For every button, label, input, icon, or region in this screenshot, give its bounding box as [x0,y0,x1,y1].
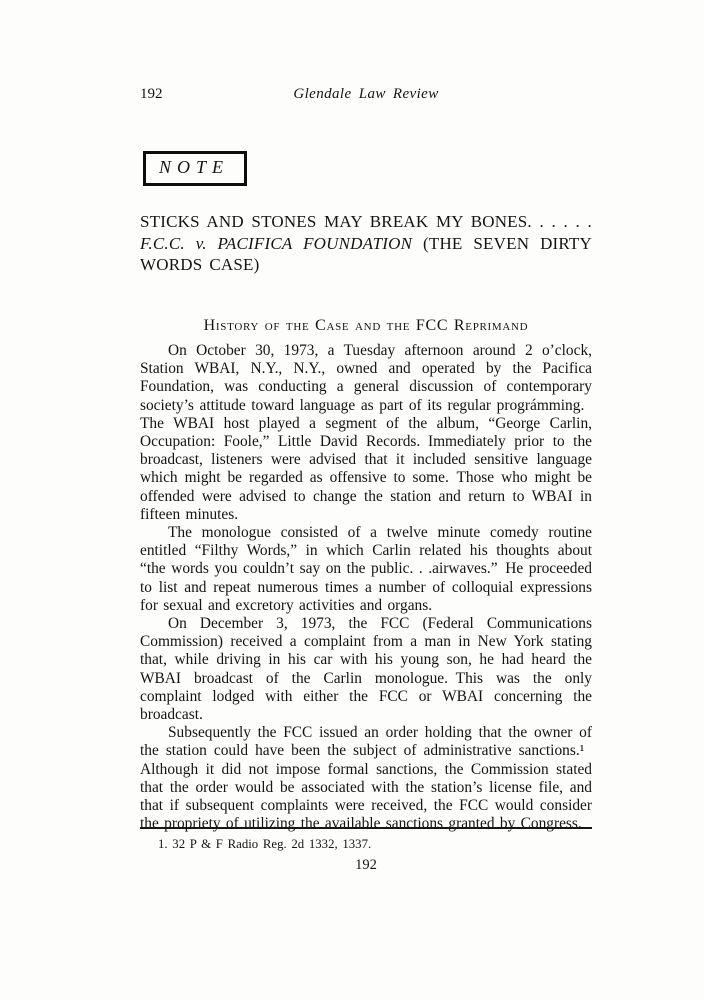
journal-title: Glendale Law Review [293,86,439,102]
article-body [140,342,592,833]
article-title-case-citation: F.C.C. v. PACIFICA FOUNDATION [140,233,413,253]
footer-page-number: 192 [355,857,377,873]
running-head [140,86,592,106]
note-label: NOTE [159,157,230,177]
article-title-tail: (THE SEVEN DIRTY WORDS CASE) [140,233,592,274]
paragraph-1: On October 30, 1973, a Tuesday afternoon around 2 o’clock, Station WBAI, N.Y., N.Y., owned and operated by the Pacifica Foundation, was conducting a general discussion of contemporary society’s attitude toward language as part of its regular prográmming. The WBAI host played a segment of the album, “George Carlin, Occupation: Foole,” Little David Records. Immediately prior to the broadcast, listeners were advised that it included sensitive language which might be regarded as offensive to some. Those who might be offended were advised to change the station and return to WBAI in fifteen minutes. [140,342,592,523]
footnote-block [140,837,592,852]
footnote-separator-rule [140,827,592,829]
section-heading: History of the Case and the FCC Reprimand [203,317,529,334]
header-page-number: 192 [140,86,163,102]
paragraph-3: On December 3, 1973, the FCC (Federal Communications Commission) received a complaint from a man in New York stating that, while driving in his car with his young son, he had heard the WBAI broadcast of the Carlin monologue. This was the only complaint lodged with either the FCC or WBAI concerning the broadcast. [140,615,592,724]
footnote-1: 1. 32 P & F Radio Reg. 2d 1332, 1337. [158,837,372,851]
paragraph-4: Subsequently the FCC issued an order holding that the owner of the station could have been the subject of administrative sanctions.¹ Although it did not impose formal sanctions, the Commission stated that the order would be associated with the station’s license file, and that if subsequent complaints were received, the FCC would consider the propriety of utilizing the available sanctions granted by Congress. [140,724,592,833]
paragraph-2: The monologue consisted of a twelve minute comedy routine entitled “Filthy Words,” in which Carlin related his thoughts about “the words you couldn’t say on the public. . .airwaves.” He proceeded to list and repeat numerous times a number of colloquial expressions for sexual and excretory activities and organs. [140,524,592,614]
article-title [140,211,592,276]
note-box [143,151,247,186]
article-title-lead: STICKS AND STONES MAY BREAK MY BONES. . . . . . [140,212,592,231]
